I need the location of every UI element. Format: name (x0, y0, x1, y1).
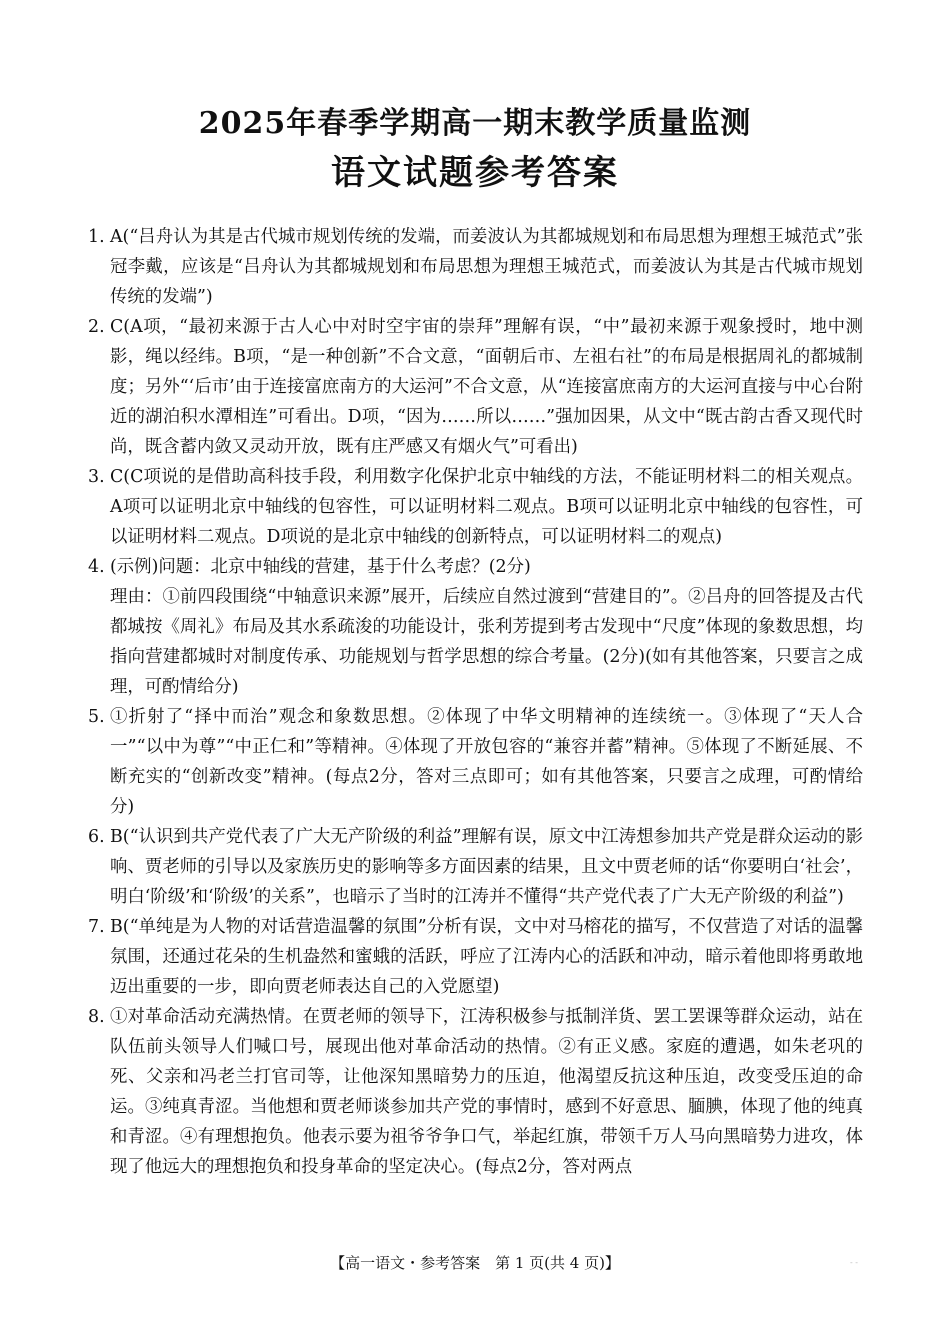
answer-number: 4. (88, 557, 105, 577)
corner-mark: - - (850, 1258, 858, 1267)
answer-number: 7. (88, 917, 105, 937)
answer-text: B(“认识到共产党代表了广大无产阶级的利益”理解有误，原文中江涛想参加共产党是群众运动的影响、贾老师的引导以及家族历史的影响等多方面因素的结果，且文中贾老师的话“你要明白‘社会’，明白‘阶级’和‘阶级’的关系”，也暗示了当时的江涛并不懂得“共产党代表了广大无产阶级的利益”) (110, 827, 863, 907)
answer-item-7 (88, 912, 863, 1002)
answer-item-5 (88, 702, 863, 822)
page-footer: 【高一语文・参考答案 第 1 页(共 4 页)】 (330, 1254, 620, 1272)
answer-item-8 (88, 1002, 863, 1182)
answer-text: A(“吕舟认为其是古代城市规划传统的发端，而姜波认为其都城规划和布局思想为理想王城范式”张冠李戴，应该是“吕舟认为其都城规划和布局思想为理想王城范式，而姜波认为其是古代城市规划传统的发端”) (110, 227, 863, 307)
answer-item-6 (88, 822, 863, 912)
answer-number: 5. (88, 707, 105, 727)
answer-list (88, 222, 863, 1182)
answer-text: C(C项说的是借助高科技手段，利用数字化保护北京中轴线的方法，不能证明材料二的相关观点。A项可以证明北京中轴线的包容性，可以证明材料二观点。B项可以证明北京中轴线的包容性，可以证明材料二观点。D项说的是北京中轴线的创新特点，可以证明材料二的观点) (110, 467, 863, 547)
answer-number: 3. (88, 467, 105, 487)
answer-number: 6. (88, 827, 105, 847)
answer-reason: 理由：①前四段围绕“中轴意识来源”展开，后续应自然过渡到“营建目的”。②吕舟的回答提及古代都城按《周礼》布局及其水系疏浚的功能设计，张利芳提到考古发现中“尺度”体现的象数思想，均指向营建都城时对制度传承、功能规划与哲学思想的综合考量。(2分)(如有其他答案，只要言之成理，可酌情给分) (110, 587, 863, 697)
answer-key-title: 语文试题参考答案 (331, 153, 619, 193)
answer-item-2 (88, 312, 863, 462)
answer-item-3 (88, 462, 863, 552)
answer-text: (示例)问题：北京中轴线的营建，基于什么考虑？(2分) (110, 557, 531, 577)
answer-text: C(A项，“最初来源于古人心中对时空宇宙的崇拜”理解有误，“中”最初来源于观象授时，地中测影，绳以经纬。B项，“是一种创新”不合文意，“面朝后市、左祖右社”的布局是根据周礼的都城制度；另外“‘后市’由于连接富庶南方的大运河”不合文意，从“连接富庶南方的大运河直接与中心台附近的湖泊积水潭相连”可看出。D项，“因为……所以……”强加因果，从文中“既古韵古香又现代时尚，既含蓄内敛又灵动开放，既有庄严感又有烟火气”可看出) (110, 317, 863, 457)
answer-number: 8. (88, 1007, 105, 1027)
answer-number: 1. (88, 227, 105, 247)
answer-number: 2. (88, 317, 105, 337)
answer-item-4 (88, 552, 863, 702)
answer-text: B(“单纯是为人物的对话营造温馨的氛围”分析有误，文中对马榕花的描写，不仅营造了对话的温馨氛围，还通过花朵的生机盎然和蜜蛾的活跃，呼应了江涛内心的活跃和冲动，暗示着他即将勇敢地迈出重要的一步，即向贾老师表达自己的入党愿望) (110, 917, 863, 997)
answer-item-1 (88, 222, 863, 312)
exam-title: 2025年春季学期高一期末教学质量监测 (198, 106, 752, 141)
answer-text: ①对革命活动充满热情。在贾老师的领导下，江涛积极参与抵制洋货、罢工罢课等群众运动，站在队伍前头领导人们喊口号，展现出他对革命活动的热情。②有正义感。家庭的遭遇，如朱老巩的死、父亲和冯老兰打官司等，让他深知黑暗势力的压迫，他渴望反抗这种压迫，改变受压迫的命运。③纯真青涩。当他想和贾老师谈参加共产党的事情时，感到不好意思、腼腆，体现了他的纯真和青涩。④有理想抱负。他表示要为祖爷爷争口气，举起红旗，带领千万人马向黑暗势力进攻，体现了他远大的理想抱负和投身革命的坚定决心。(每点2分，答对两点 (110, 1007, 863, 1177)
answer-body (110, 552, 863, 702)
answer-text: ①折射了“择中而治”观念和象数思想。②体现了中华文明精神的连续统一。③体现了“天人合一”“以中为尊”“中正仁和”等精神。④体现了开放包容的“兼容并蓄”精神。⑤体现了不断延展、不断充实的“创新改变”精神。(每点2分，答对三点即可；如有其他答案，只要言之成理，可酌情给分) (110, 707, 863, 817)
